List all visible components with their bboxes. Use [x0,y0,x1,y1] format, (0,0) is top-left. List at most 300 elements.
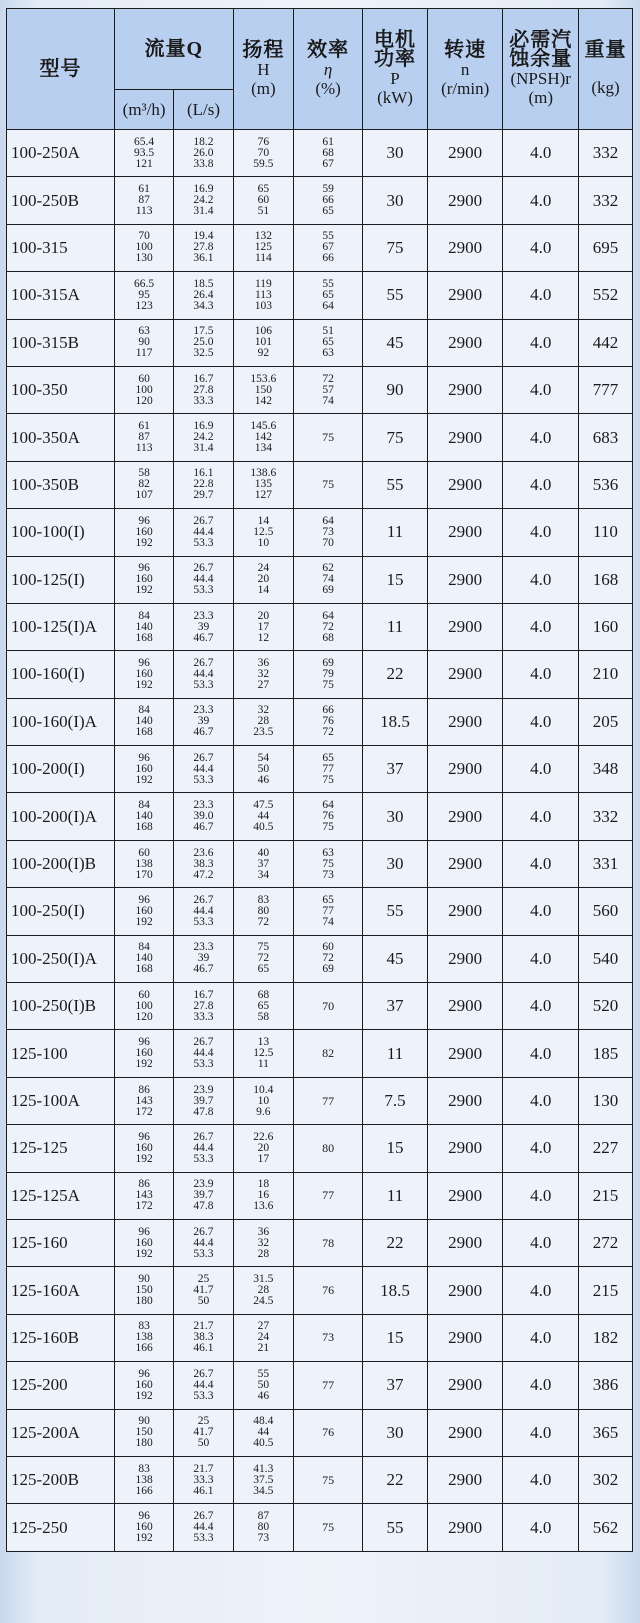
efficiency-cell: 70 [294,983,363,1030]
table-row [7,461,633,508]
model-cell: 125-100 [7,1030,115,1077]
table-row [7,130,633,177]
speed-cell: 2900 [427,556,503,603]
value-line: 192 [135,773,153,786]
value-line: 70 [322,536,334,549]
model-cell: 100-350A [7,414,115,461]
npsh-cell: 4.0 [503,1125,579,1172]
value-line: 21 [257,1342,270,1355]
power-cell: 37 [363,746,428,793]
value-line: 160 [135,904,153,917]
npsh-cell: 4.0 [503,319,579,366]
value-line: 130 [135,252,153,265]
model-cell: 100-160(I) [7,651,115,698]
weight-cell: 332 [578,130,632,177]
npsh-cell: 4.0 [503,746,579,793]
value-line: 106 [254,325,272,338]
value-line: 17.5 [193,325,214,338]
value-line: 26.7 [193,1130,214,1143]
head-cell [233,1314,293,1361]
speed-cell: 2900 [427,366,503,413]
weight-cell: 215 [578,1267,632,1314]
value-line: 55 [322,230,334,243]
value-line: 37.5 [253,1473,274,1486]
speed-cell: 2900 [427,1125,503,1172]
value-line: 63 [322,846,334,859]
speed-cell: 2900 [427,746,503,793]
head-cell [233,1219,293,1266]
speed-cell: 2900 [427,1409,503,1456]
power-cell: 37 [363,983,428,1030]
flow-m3h-cell [114,1030,173,1077]
value-line: 83 [138,1320,150,1333]
value-line: 60 [322,941,334,954]
model-cell: 100-350 [7,366,115,413]
header-flow: 流量Q [114,9,233,90]
value-line: 113 [135,205,153,218]
flow-m3h-cell [114,840,173,887]
pump-spec-table [6,8,633,1552]
value-line: 76 [322,715,334,728]
value-line: 57 [322,383,334,396]
value-line: 60 [257,194,270,207]
value-line: 90 [138,1415,150,1428]
speed-cell: 2900 [427,509,503,556]
value-line: 65 [322,205,334,218]
npsh-cell: 4.0 [503,1077,579,1124]
value-line: 172 [135,1200,153,1213]
value-line: 72 [257,952,270,965]
efficiency-cell: 76 [294,1409,363,1456]
value-line: 32 [257,667,270,680]
value-line: 86 [138,1083,150,1096]
value-line: 90 [138,336,150,349]
value-line: 76 [322,810,334,823]
flow-m3h-cell [114,461,173,508]
value-line: 101 [254,336,272,349]
weight-cell: 332 [578,793,632,840]
value-line: 75 [322,857,334,870]
npsh-cell: 4.0 [503,272,579,319]
power-cell: 55 [363,461,428,508]
head-cell [233,935,293,982]
value-line: 145.6 [250,420,277,433]
model-cell: 100-250(I)A [7,935,115,982]
value-line: 140 [135,952,153,965]
value-line: 103 [254,299,272,312]
value-line: 82 [138,478,150,491]
value-line: 100 [135,383,153,396]
value-line: 16.9 [193,183,214,196]
value-line: 83 [138,1462,150,1475]
value-line: 12 [257,631,270,644]
value-line: 24 [257,1331,270,1344]
speed-cell: 2900 [427,1219,503,1266]
flow-ls-cell [174,1409,233,1456]
value-line: 28 [257,715,270,728]
value-line: 39 [197,952,210,965]
weight-cell: 332 [578,177,632,224]
npsh-cell: 4.0 [503,888,579,935]
table-row [7,840,633,887]
value-line: 20 [257,609,270,622]
flow-ls-cell [174,1172,233,1219]
speed-cell: 2900 [427,224,503,271]
value-line: 44.4 [193,1378,214,1391]
value-line: 117 [135,347,153,360]
flow-m3h-cell [114,698,173,745]
value-line: 33.3 [193,1473,214,1486]
model-cell: 100-250A [7,130,115,177]
weight-cell: 683 [578,414,632,461]
weight-cell: 272 [578,1219,632,1266]
value-line: 31.5 [253,1273,274,1286]
flow-m3h-cell [114,651,173,698]
header-speed: 转速 n (r/min) [427,9,503,130]
table-row [7,1362,633,1409]
value-line: 59.5 [253,157,274,170]
value-line: 36.1 [193,252,214,265]
value-line: 75 [257,941,270,954]
table-row [7,746,633,793]
weight-cell: 302 [578,1456,632,1503]
value-line: 70 [257,146,270,159]
value-line: 23.9 [193,1083,214,1096]
value-line: 192 [135,1532,153,1545]
npsh-cell: 4.0 [503,1030,579,1077]
speed-cell: 2900 [427,983,503,1030]
power-cell: 30 [363,793,428,840]
table-row [7,1030,633,1077]
npsh-cell: 4.0 [503,1409,579,1456]
value-line: 74 [322,394,334,407]
flow-ls-cell [174,1456,233,1503]
value-line: 68 [322,146,334,159]
speed-cell: 2900 [427,1504,503,1551]
value-line: 21.7 [193,1462,214,1475]
value-line: 96 [138,1130,150,1143]
value-line: 44.4 [193,1521,214,1534]
value-line: 18.2 [193,135,214,148]
value-line: 168 [135,631,153,644]
table-row [7,414,633,461]
value-line: 84 [138,799,150,812]
flow-ls-cell [174,1314,233,1361]
flow-ls-cell [174,414,233,461]
value-line: 138 [135,1331,153,1344]
value-line: 23.6 [193,846,214,859]
table-row [7,603,633,650]
table-body [7,130,633,1552]
flow-m3h-cell [114,1409,173,1456]
efficiency-cell: 76 [294,1267,363,1314]
value-line: 34 [257,868,270,881]
value-line: 26.4 [193,288,214,301]
npsh-cell: 4.0 [503,1504,579,1551]
value-line: 64 [322,609,334,622]
model-cell: 100-315A [7,272,115,319]
value-line: 20 [257,573,270,586]
efficiency-cell: 75 [294,461,363,508]
head-cell [233,983,293,1030]
head-cell [233,177,293,224]
value-line: 66 [322,252,334,265]
head-cell [233,840,293,887]
value-line: 69 [322,963,334,976]
model-cell: 125-160B [7,1314,115,1361]
power-cell: 37 [363,1362,428,1409]
value-line: 192 [135,1058,153,1071]
model-cell: 125-160A [7,1267,115,1314]
value-line: 87 [138,194,150,207]
power-cell: 75 [363,414,428,461]
header-head: 扬程 H (m) [233,9,293,130]
flow-ls-cell [174,651,233,698]
value-line: 48.4 [253,1415,274,1428]
flow-m3h-cell [114,1362,173,1409]
value-line: 58 [257,1010,270,1023]
value-line: 38.3 [193,857,214,870]
value-line: 10.4 [253,1083,274,1096]
power-cell: 55 [363,888,428,935]
flow-m3h-cell [114,366,173,413]
value-line: 60 [138,372,150,385]
value-line: 12.5 [253,1047,274,1060]
value-line: 160 [135,573,153,586]
value-line: 10 [257,536,270,549]
value-line: 63 [322,347,334,360]
table-row [7,509,633,556]
value-line: 66.5 [134,277,155,290]
value-line: 61 [138,420,150,433]
value-line: 53.3 [193,773,214,786]
weight-cell: 552 [578,272,632,319]
value-line: 23.5 [253,726,274,739]
flow-m3h-cell [114,888,173,935]
power-cell: 11 [363,509,428,556]
value-line: 44.4 [193,1236,214,1249]
weight-cell: 560 [578,888,632,935]
speed-cell: 2900 [427,319,503,366]
model-cell: 100-250(I) [7,888,115,935]
value-line: 92 [257,347,270,360]
power-cell: 45 [363,935,428,982]
table-row [7,1409,633,1456]
value-line: 41.3 [253,1462,274,1475]
table-row [7,1219,633,1266]
flow-m3h-cell [114,603,173,650]
head-cell [233,1409,293,1456]
table-row [7,651,633,698]
value-line: 50 [257,762,270,775]
npsh-cell: 4.0 [503,1314,579,1361]
value-line: 172 [135,1105,153,1118]
value-line: 26.7 [193,656,214,669]
value-line: 46.1 [193,1342,214,1355]
table-row [7,935,633,982]
head-cell [233,746,293,793]
value-line: 17 [257,620,270,633]
value-line: 9.6 [256,1105,271,1118]
value-line: 27.8 [193,383,214,396]
value-line: 125 [254,241,272,254]
value-line: 46 [257,1389,270,1402]
value-line: 33.3 [193,1010,214,1023]
efficiency-cell [294,130,363,177]
value-line: 20 [257,1141,270,1154]
power-cell: 30 [363,840,428,887]
value-line: 32 [257,704,270,717]
value-line: 72 [322,952,334,965]
head-cell [233,556,293,603]
efficiency-cell [294,746,363,793]
value-line: 123 [135,299,153,312]
value-line: 28 [257,1284,270,1297]
value-line: 28 [257,1247,270,1260]
speed-cell: 2900 [427,1172,503,1219]
value-line: 96 [138,1367,150,1380]
model-cell: 100-200(I) [7,746,115,793]
value-line: 73 [322,868,334,881]
value-line: 46 [257,773,270,786]
value-line: 67 [322,157,334,170]
efficiency-cell [294,272,363,319]
weight-cell: 215 [578,1172,632,1219]
value-line: 84 [138,941,150,954]
value-line: 31.4 [193,442,214,455]
value-line: 140 [135,715,153,728]
npsh-cell: 4.0 [503,414,579,461]
value-line: 24.2 [193,194,214,207]
flow-m3h-cell [114,983,173,1030]
efficiency-cell: 75 [294,1456,363,1503]
value-line: 37 [257,857,270,870]
npsh-cell: 4.0 [503,366,579,413]
value-line: 47.8 [193,1105,214,1118]
npsh-cell: 4.0 [503,509,579,556]
efficiency-cell [294,935,363,982]
value-line: 75 [322,678,334,691]
value-line: 113 [135,442,153,455]
head-cell [233,1172,293,1219]
value-line: 51 [322,325,334,338]
value-line: 96 [138,1225,150,1238]
value-line: 87 [138,431,150,444]
value-line: 44 [257,810,270,823]
flow-ls-cell [174,888,233,935]
head-cell [233,603,293,650]
npsh-cell: 4.0 [503,603,579,650]
flow-ls-cell [174,1125,233,1172]
value-line: 65 [322,751,334,764]
weight-cell: 442 [578,319,632,366]
flow-m3h-cell [114,1314,173,1361]
model-cell: 100-125(I)A [7,603,115,650]
value-line: 46.7 [193,631,214,644]
weight-cell: 365 [578,1409,632,1456]
efficiency-cell: 77 [294,1172,363,1219]
value-line: 66 [322,194,334,207]
weight-cell: 331 [578,840,632,887]
value-line: 64 [322,299,334,312]
flow-ls-cell [174,746,233,793]
value-line: 34.3 [193,299,214,312]
value-line: 72 [322,620,334,633]
value-line: 21.7 [193,1320,214,1333]
efficiency-cell [294,366,363,413]
value-line: 50 [197,1437,210,1450]
table-row [7,1456,633,1503]
value-line: 70 [138,230,150,243]
power-cell: 22 [363,651,428,698]
value-line: 26.0 [193,146,214,159]
value-line: 14 [257,514,270,527]
efficiency-cell [294,556,363,603]
value-line: 68 [257,988,270,1001]
npsh-cell: 4.0 [503,651,579,698]
npsh-cell: 4.0 [503,840,579,887]
power-cell: 7.5 [363,1077,428,1124]
head-cell [233,1362,293,1409]
flow-m3h-cell [114,1456,173,1503]
value-line: 12.5 [253,525,274,538]
value-line: 40 [257,846,270,859]
value-line: 44.4 [193,1047,214,1060]
value-line: 23.3 [193,609,214,622]
value-line: 18.5 [193,277,214,290]
value-line: 65 [322,288,334,301]
value-line: 168 [135,963,153,976]
npsh-cell: 4.0 [503,556,579,603]
value-line: 23.3 [193,799,214,812]
speed-cell: 2900 [427,651,503,698]
value-line: 36 [257,1225,270,1238]
value-line: 80 [257,1521,270,1534]
value-line: 41.7 [193,1284,214,1297]
flow-ls-cell [174,1362,233,1409]
npsh-cell: 4.0 [503,983,579,1030]
weight-cell: 695 [578,224,632,271]
flow-m3h-cell [114,1125,173,1172]
value-line: 55 [257,1367,270,1380]
model-cell: 100-200(I)B [7,840,115,887]
value-line: 53.3 [193,1389,214,1402]
value-line: 142 [254,431,272,444]
value-line: 138 [135,857,153,870]
value-line: 74 [322,915,334,928]
efficiency-cell: 75 [294,414,363,461]
model-cell: 100-250(I)B [7,983,115,1030]
value-line: 25 [197,1273,210,1286]
value-line: 26.7 [193,1225,214,1238]
value-line: 26.7 [193,751,214,764]
flow-m3h-cell [114,224,173,271]
flow-m3h-cell [114,1267,173,1314]
value-line: 69 [322,656,334,669]
npsh-cell: 4.0 [503,177,579,224]
power-cell: 15 [363,1314,428,1361]
weight-cell: 386 [578,1362,632,1409]
value-line: 50 [197,1295,210,1308]
value-line: 31.4 [193,205,214,218]
value-line: 26.7 [193,514,214,527]
flow-ls-cell [174,177,233,224]
value-line: 13.6 [253,1200,274,1213]
value-line: 143 [135,1189,153,1202]
value-line: 41.7 [193,1426,214,1439]
npsh-cell: 4.0 [503,935,579,982]
power-cell: 15 [363,1125,428,1172]
